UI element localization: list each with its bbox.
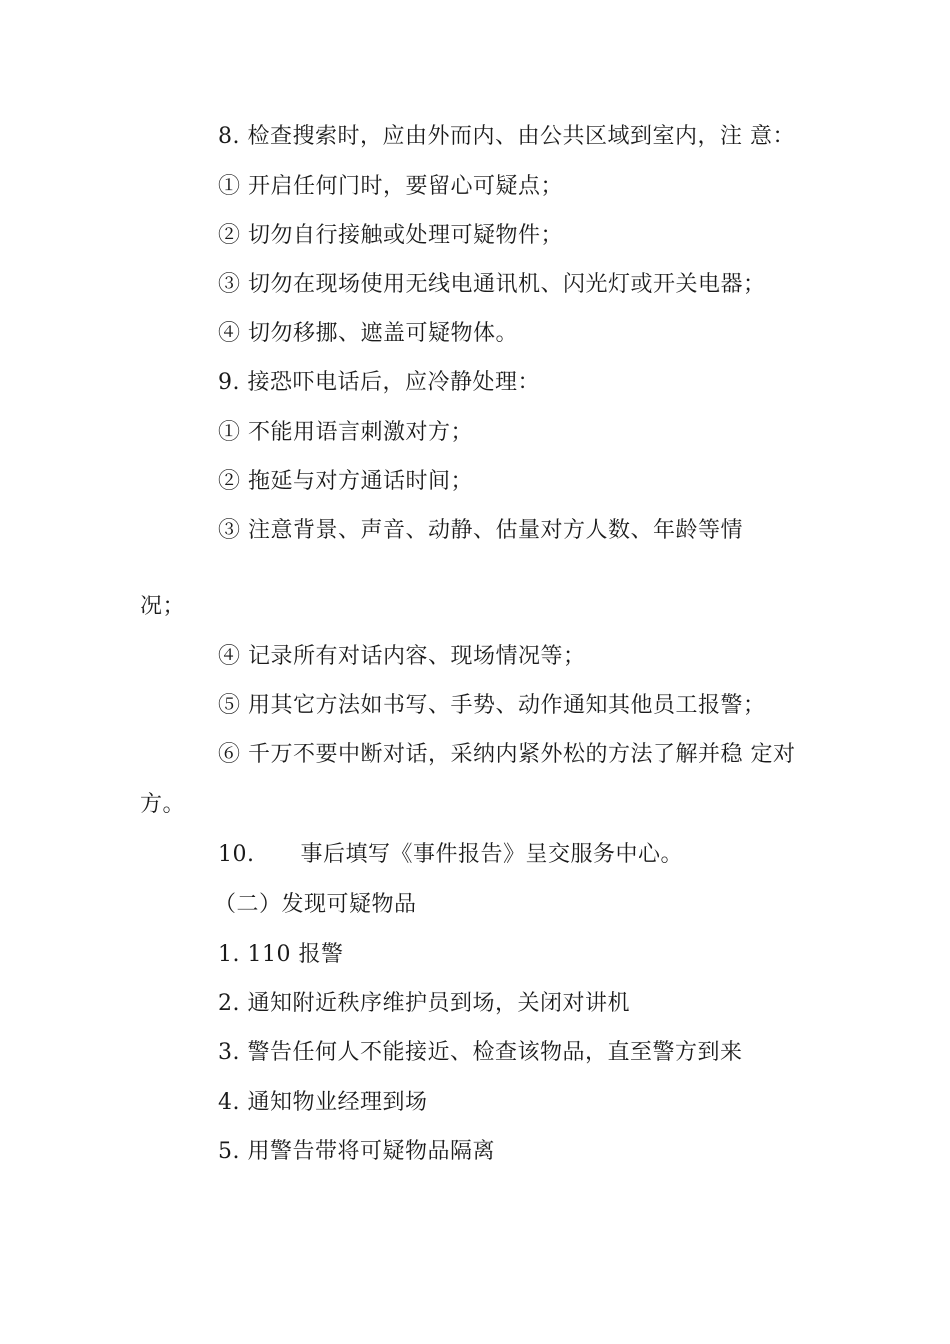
step-9-item-4: ④ 记录所有对话内容、现场情况等； [218,644,586,669]
step-9-item-1: ① 不能用语言刺激对方； [218,420,473,445]
step-8-item-4: ④ 切勿移挪、遮盖可疑物体。 [218,321,518,346]
step-9-line: 9. 接恐吓电话后，应冷静处理： [218,370,540,395]
section-heading: （二）发现可疑物品 [214,892,417,917]
step-9-item-3-continued: 况； [140,594,186,619]
step-8-line: 8. 检查搜索时，应由外而内、由公共区域到室内，注 意： [218,124,795,149]
section-item-1: 1. 110 报警 [218,942,344,967]
step-9-item-6: ⑥ 千万不要中断对话，采纳内紧外松的方法了解并稳 定对 [218,742,796,767]
step-9-item-5: ⑤ 用其它方法如书写、手势、动作通知其他员工报警； [218,693,766,718]
step-10-number: 10. [218,842,255,867]
section-item-5: 5. 用警告带将可疑物品隔离 [218,1139,495,1164]
step-10-line [218,840,683,870]
step-9-item-2: ② 拖延与对方通话时间； [218,469,473,494]
step-9-item-3: ③ 注意背景、声音、动静、估量对方人数、年龄等情 [218,518,743,543]
step-8-item-2: ② 切勿自行接触或处理可疑物件； [218,223,563,248]
section-item-3: 3. 警告任何人不能接近、检查该物品，直至警方到来 [218,1040,743,1065]
step-8-item-3: ③ 切勿在现场使用无线电通讯机、闪光灯或开关电器； [218,272,766,297]
step-9-item-6-continued: 方。 [140,792,186,817]
section-item-4: 4. 通知物业经理到场 [218,1090,428,1115]
step-10-text: 事后填写《事件报告》呈交服务中心。 [300,842,684,867]
step-8-item-1: ① 开启任何门时，要留心可疑点； [218,174,563,199]
section-item-2: 2. 通知附近秩序维护员到场，关闭对讲机 [218,991,630,1016]
